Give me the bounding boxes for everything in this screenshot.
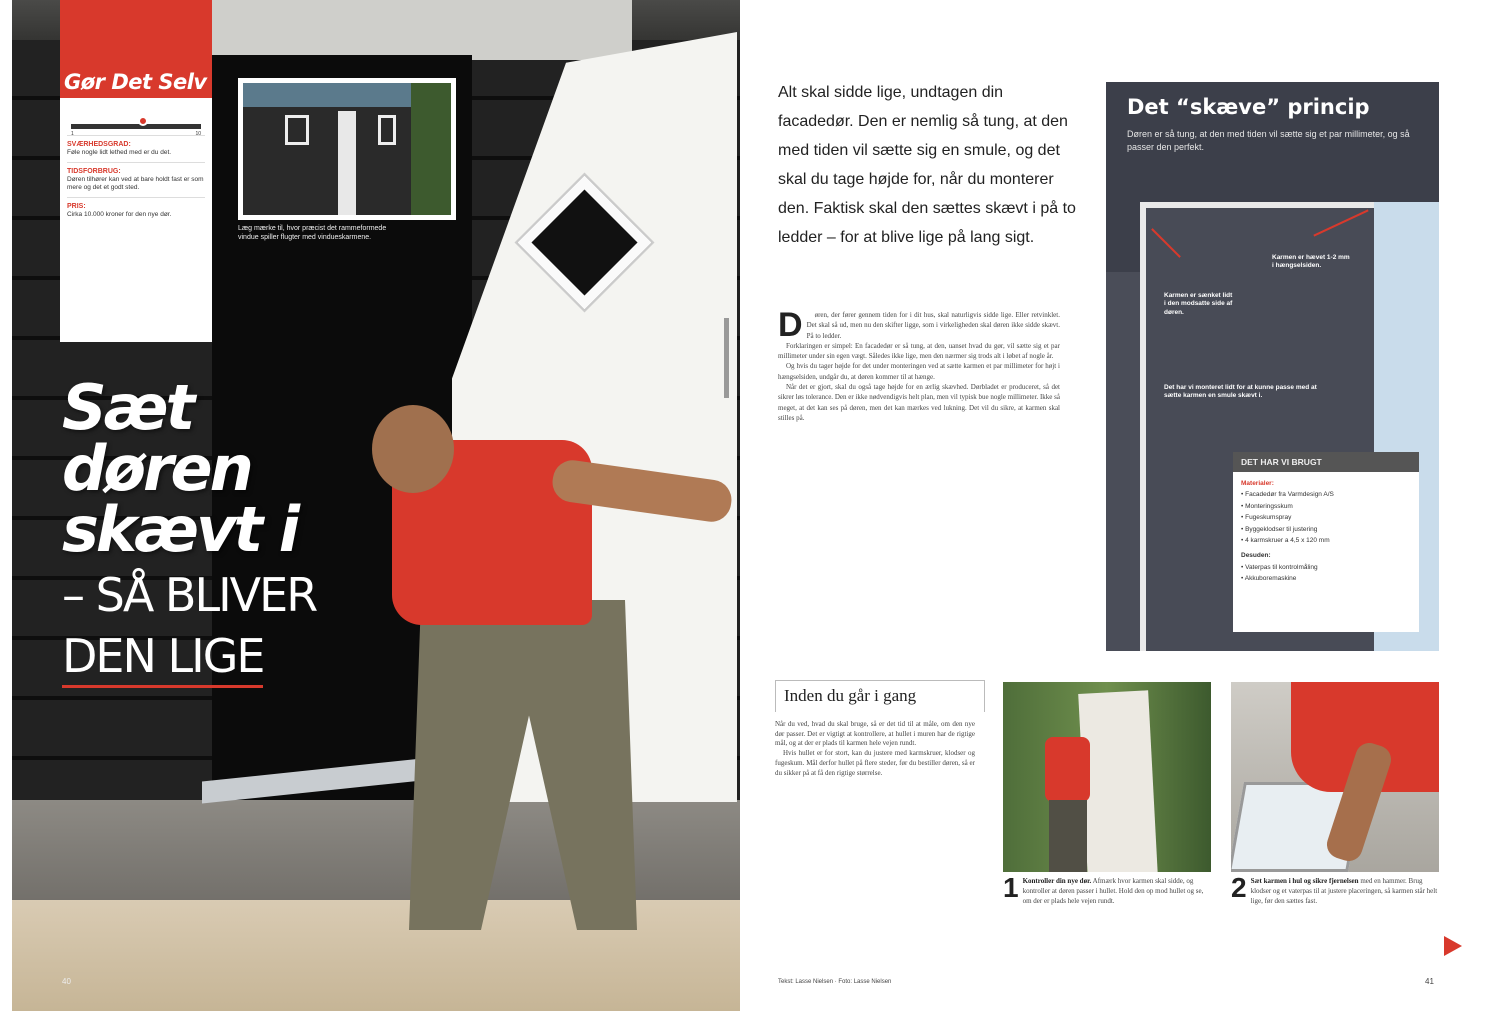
difficulty-scale xyxy=(67,104,205,136)
price-text: Cirka 10.000 kroner for den nye dør. xyxy=(67,210,172,218)
body-paragraph: Og hvis du tager højde for det under monteringen ved at sætte karmen et par millimeter for højt i hængselsiden, undgår du, at døren kommer til at hænge. xyxy=(778,362,1060,381)
inset-photo xyxy=(238,78,456,220)
article-title xyxy=(62,371,382,688)
tools-item: • Vaterpas til kontrolmåling xyxy=(1241,563,1318,571)
scale-low: 1 xyxy=(71,131,74,137)
materials-box xyxy=(1233,452,1419,632)
body-paragraph: Forklaringen er simpel: En facadedør er så tung, at den, uanset hvad du gør, vil sætte sig et par millimeter under sin egen vægt. Således ikke lige, men den nærmer sig trods alt i løbet af nogle år. xyxy=(778,341,1060,361)
tools-item: • Akkuboremaskine xyxy=(1241,575,1297,582)
body-paragraph: øren, der fører gennem tiden for i dit hus, skal naturligvis sidde lige. Eller retvinklet. Det skal så ud, men nu den skifter ligge, som i virkeligheden skal døren ikke sidde skævt. På to ledder. xyxy=(806,311,1060,340)
scale-high: 10 xyxy=(195,131,201,137)
page-number-right: 41 xyxy=(1425,977,1434,986)
step-1-door-board xyxy=(1078,690,1158,872)
subtitle-line-2: DEN LIGE xyxy=(62,631,263,689)
step-2 xyxy=(1231,872,1439,906)
materials-item: • 4 karmskruer a 4,5 x 120 mm xyxy=(1241,536,1330,544)
before-start-heading: Inden du går i gang xyxy=(775,680,985,712)
time-text: Døren tilhører kan ved at bare holdt fast er som mere og det et godt sted. xyxy=(67,175,204,192)
price-section xyxy=(67,202,205,224)
step-number: 1 xyxy=(1003,872,1019,903)
materials-item: • Monteringsskum xyxy=(1241,502,1293,510)
photo-credit: Tekst: Lasse Nielsen · Foto: Lasse Nielsen xyxy=(778,979,892,985)
step-lead: Sæt karmen i hul og sikre fjernelsen xyxy=(1250,877,1359,885)
principle-note-right: Karmen er hævet 1-2 mm i hængselsiden. xyxy=(1272,254,1350,270)
section-tag xyxy=(60,0,212,98)
step-text: med en hammer. Brug klodser og et vaterpas til at justere placeringen, så karmen står helt lige, før den sættes fast. xyxy=(1250,877,1438,905)
difficulty-section xyxy=(67,140,205,163)
inset-door xyxy=(338,111,356,215)
tools-heading: Desuden: xyxy=(1241,552,1271,560)
before-start-paragraph: Hvis hullet er for stort, kan du justere med karmskruer, klodser og fugeskum. Mål derfor hullet på flere steder, før du bestiller døren, så er du sikker på at få den rigtige størrelse. xyxy=(775,749,975,777)
info-box xyxy=(60,98,212,342)
continue-arrow-icon xyxy=(1444,936,1462,956)
lead-paragraph: Alt skal sidde lige, undtagen din facadedør. Den er nemlig så tung, at den med tiden vil sætte sig en smule, og det skal du tage højde for, når du monterer den. Faktisk skal den sættes skævt i på to ledder – for at blive lige på lang sigt. xyxy=(778,84,1076,246)
step-1-photo xyxy=(1003,682,1211,872)
time-section xyxy=(67,167,205,198)
photo-door-handle xyxy=(724,318,729,398)
before-start-paragraph: Når du ved, hvad du skal bruge, så er det tid til at måle, om den nye dør passer. Det er vigtigt at kontrollere, at hullet i muren har de rigtige mål, og at der er plads til karmen hele vejen rundt. xyxy=(775,720,975,748)
page-number-left: 40 xyxy=(62,977,71,986)
step-lead: Kontroller din nye dør. xyxy=(1022,877,1092,885)
step-text: Afmærk hvor karmen skal sidde, og kontroller at døren passer i hullet. Hold den op mod hullet og se, om der er plads hele vejen rundt. xyxy=(1022,877,1204,905)
title-line-2: døren xyxy=(62,431,251,505)
before-start-text xyxy=(775,720,975,778)
subtitle-line-2-wrap xyxy=(62,628,382,689)
inset-window xyxy=(378,115,396,145)
difficulty-text: Føle nogle lidt lethed med er du det. xyxy=(67,149,172,157)
inset-caption: Læg mærke til, hvor præcist det rammeformede vindue spiller flugter med vindueskarmene. xyxy=(238,225,387,242)
materials-box-body xyxy=(1233,472,1419,590)
materials-item: • Byggeklodser til justering xyxy=(1241,525,1318,533)
title-line-1: Sæt xyxy=(62,371,193,444)
step-1-person xyxy=(1045,737,1090,802)
subtitle-line-1: – SÅ BLIVER xyxy=(62,568,317,623)
principle-title: Det “skæve” princip xyxy=(1127,95,1370,119)
time-heading: TIDSFORBRUG: xyxy=(67,167,121,175)
principle-note-bottom: Det har vi monteret lidt for at kunne passe med at sætte karmen en smule skævt i. xyxy=(1164,384,1317,400)
inset-trees xyxy=(411,83,451,215)
section-tag-label: Gør Det Selv xyxy=(64,70,207,94)
difficulty-marker xyxy=(138,116,148,126)
materials-item: • Facadedør fra Varmdesign A/S xyxy=(1241,491,1334,499)
body-text xyxy=(778,306,1060,423)
principle-note-left: Karmen er sænket lidt i den modsatte side af døren. xyxy=(1164,292,1233,316)
difficulty-bar xyxy=(71,124,201,129)
materials-box-heading: DET HAR VI BRUGT xyxy=(1233,452,1419,472)
difficulty-heading: SVÆRHEDSGRAD: xyxy=(67,141,131,148)
photo-door-frame xyxy=(162,0,632,60)
step-1-person-legs xyxy=(1049,800,1087,872)
materials-heading: Materialer: xyxy=(1241,480,1274,487)
step-2-photo xyxy=(1231,682,1439,872)
photo-person-head xyxy=(372,405,454,493)
title-line-3: skævt i xyxy=(62,492,297,566)
body-paragraph: Når det er gjort, skal du også tage højde for en ærlig skævhed. Dørbladet er produceret, så det sikrer løs tolerance. Den er ikke nødvendigvis helt plan, men vil typisk bue nogle millimeter. Ikke så meget, at det kan ses på døren, men det kan mærkes ved lukning. Det vil du sikre, at karmen skal stilles på. xyxy=(778,383,1060,422)
drop-cap: D xyxy=(778,306,803,344)
price-heading: PRIS: xyxy=(67,202,86,210)
materials-item: • Fugeskumspray xyxy=(1241,514,1292,522)
step-1 xyxy=(1003,872,1211,906)
step-number: 2 xyxy=(1231,872,1247,903)
inset-house-image xyxy=(243,83,451,215)
principle-subtitle: Døren er så tung, at den med tiden vil sætte sig et par millimeter, og så passer den perfekt. xyxy=(1127,129,1410,152)
inset-window xyxy=(285,115,309,145)
